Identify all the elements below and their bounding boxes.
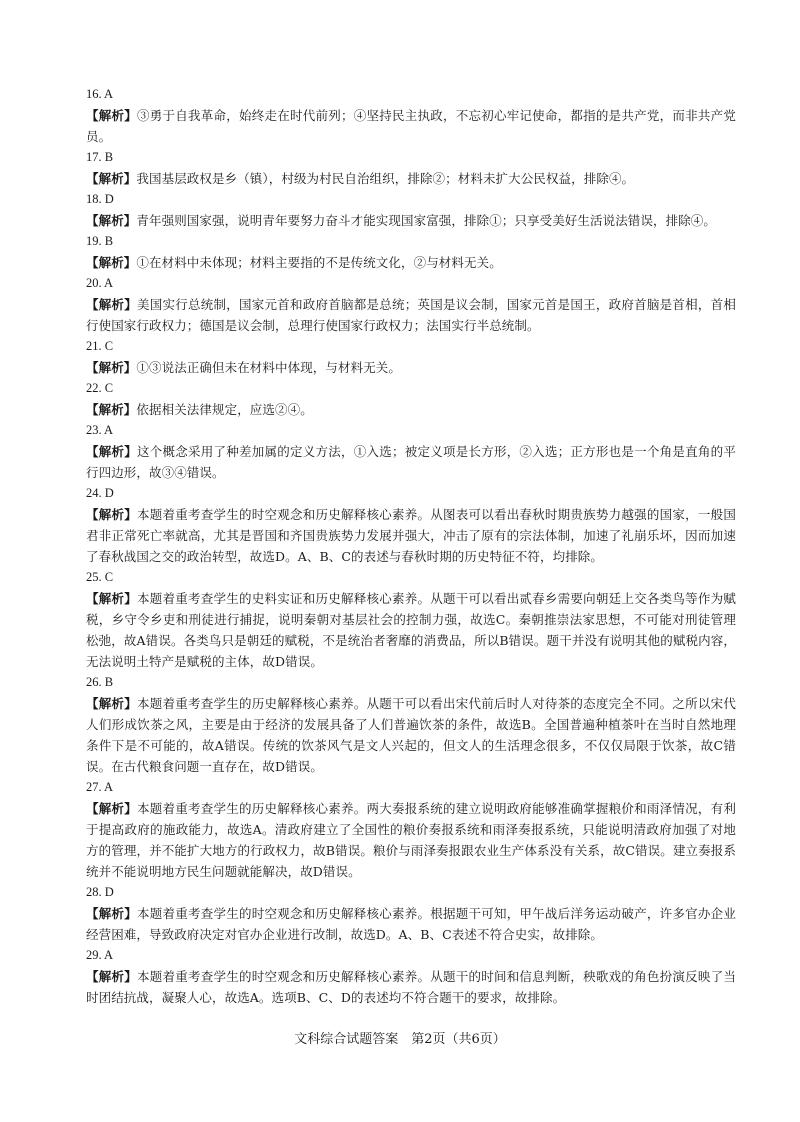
answer-number: 18. D bbox=[86, 192, 114, 206]
analysis-text: 依据相关法律规定，应选②④。 bbox=[136, 402, 313, 417]
answer-item bbox=[86, 567, 736, 672]
analysis-tag: 【解析】 bbox=[86, 297, 137, 312]
answer-analysis bbox=[86, 966, 736, 1008]
analysis-tag: 【解析】 bbox=[86, 402, 137, 417]
analysis-text: 我国基层政权是乡（镇），村级为村民自治组织，排除②；材料未扩大公民权益，排除④。 bbox=[136, 171, 635, 186]
analysis-tag: 【解析】 bbox=[86, 213, 137, 228]
analysis-tag: 【解析】 bbox=[86, 255, 137, 270]
answer-analysis bbox=[86, 504, 736, 567]
answer-number: 24. D bbox=[86, 486, 114, 500]
answer-number: 25. C bbox=[86, 570, 114, 584]
analysis-text: 本题着重考查学生的史料实证和历史解释核心素养。从题干可以看出贰春乡需要向朝廷上交各类鸟等作为赋税，乡守令乡吏和刑徒进行捕捉，说明秦朝对基层社会的控制力强，故选C。秦朝推崇法家思想，不可能对刑徒管理松弛，故A错误。各类鸟只是朝廷的赋税，不是统治者奢靡的消费品，所以B错误。题干并没有说明其他的赋税内容，无法说明土特产是赋税的主体，故D错误。 bbox=[86, 591, 737, 669]
answer-item bbox=[86, 777, 736, 882]
analysis-text: 本题着重考查学生的历史解释核心素养。两大奏报系统的建立说明政府能够准确掌握粮价和雨泽情况，有利于提高政府的施政能力，故选A。清政府建立了全国性的粮价奏报系统和雨泽奏报系统，只能说明清政府加强了对地方的管理，并不能扩大地方的行政权力，故B错误。粮价与雨泽奏报跟农业生产体系没有关系，故C错误。建立奏报系统并不能说明地方民生问题就能解决，故D错误。 bbox=[86, 801, 737, 879]
analysis-tag: 【解析】 bbox=[86, 906, 137, 921]
analysis-text: 本题着重考查学生的时空观念和历史解释核心素养。从题干的时间和信息判断，秧歌戏的角色扮演反映了当时团结抗战，凝聚人心，故选A。选项B、C、D的表述均不符合题干的要求，故排除。 bbox=[86, 969, 737, 1005]
answer-analysis bbox=[86, 357, 736, 378]
answer-analysis bbox=[86, 903, 736, 945]
answer-item bbox=[86, 273, 736, 336]
answer-number: 22. C bbox=[86, 381, 114, 395]
answer-analysis bbox=[86, 294, 736, 336]
answer-number: 21. C bbox=[86, 339, 114, 353]
answer-item bbox=[86, 483, 736, 567]
answer-analysis bbox=[86, 798, 736, 882]
analysis-tag: 【解析】 bbox=[86, 108, 137, 123]
answer-number: 29. A bbox=[86, 948, 114, 962]
answer-number: 17. B bbox=[86, 150, 114, 164]
analysis-text: 本题着重考查学生的时空观念和历史解释核心素养。从图表可以看出春秋时期贵族势力越强的国家，一般国君非正常死亡率就高，尤其是晋国和齐国贵族势力发展并强大，冲击了原有的宗法体制，加速了礼崩乐坏，因而加速了春秋战国之交的政治转型，故选D。A、B、C的表述与春秋时期的历史特征不符，均排除。 bbox=[86, 507, 737, 564]
answer-number: 20. A bbox=[86, 276, 114, 290]
analysis-tag: 【解析】 bbox=[86, 507, 137, 522]
analysis-text: ①③说法正确但未在材料中体现，与材料无关。 bbox=[136, 360, 402, 375]
answer-analysis bbox=[86, 252, 736, 273]
answer-item bbox=[86, 336, 736, 378]
analysis-tag: 【解析】 bbox=[86, 360, 137, 375]
answer-number: 26. B bbox=[86, 675, 114, 689]
answer-number: 23. A bbox=[86, 423, 114, 437]
answer-item bbox=[86, 231, 736, 273]
analysis-text: ③勇于自我革命，始终走在时代前列；④坚持民主执政，不忘初心牢记使命，都指的是共产党，而非共产党员。 bbox=[86, 108, 737, 144]
analysis-tag: 【解析】 bbox=[86, 171, 137, 186]
answer-analysis bbox=[86, 588, 736, 672]
analysis-text: 本题着重考查学生的历史解释核心素养。从题干可以看出宋代前后时人对待茶的态度完全不同。之所以宋代人们形成饮茶之风，主要是由于经济的发展具备了人们普遍饮茶的条件，故选B。全国普遍种植茶叶在当时自然地理条件下是不可能的，故A错误。传统的饮茶风气是文人兴起的，但文人的生活理念很多，不仅仅局限于饮茶，故C错误。在古代粮食问题一直存在，故D错误。 bbox=[86, 696, 737, 774]
analysis-tag: 【解析】 bbox=[86, 696, 137, 711]
page-footer: 文科综合试题答案 第2页（共6页） bbox=[294, 1032, 506, 1047]
answer-item bbox=[86, 189, 736, 231]
answer-item bbox=[86, 378, 736, 420]
answer-number: 27. A bbox=[86, 780, 114, 794]
answer-number: 19. B bbox=[86, 234, 114, 248]
analysis-tag: 【解析】 bbox=[86, 591, 137, 606]
analysis-tag: 【解析】 bbox=[86, 969, 137, 984]
answer-item bbox=[86, 147, 736, 189]
answer-analysis bbox=[86, 210, 736, 231]
answer-item bbox=[86, 672, 736, 777]
answer-list bbox=[86, 84, 736, 1008]
answer-item bbox=[86, 882, 736, 945]
answer-analysis bbox=[86, 168, 736, 189]
analysis-text: 这个概念采用了种差加属的定义方法，①入选；被定义项是长方形，②入选；正方形也是一个角是直角的平行四边形，故③④错误。 bbox=[86, 444, 737, 480]
analysis-text: ①在材料中未体现；材料主要指的不是传统文化，②与材料无关。 bbox=[136, 255, 502, 270]
analysis-text: 美国实行总统制，国家元首和政府首脑都是总统；英国是议会制，国家元首是国王，政府首脑是首相，首相行使国家行政权力；德国是议会制，总理行使国家行政权力；法国实行半总统制。 bbox=[86, 297, 737, 333]
answer-analysis bbox=[86, 105, 736, 147]
answer-number: 28. D bbox=[86, 885, 114, 899]
answer-analysis bbox=[86, 693, 736, 777]
answer-number: 16. A bbox=[86, 87, 114, 101]
answer-analysis bbox=[86, 441, 736, 483]
answer-item bbox=[86, 945, 736, 1008]
answer-item bbox=[86, 420, 736, 483]
analysis-tag: 【解析】 bbox=[86, 801, 137, 816]
analysis-text: 青年强则国家强，说明青年要努力奋斗才能实现国家富强，排除①；只享受美好生活说法错误，排除④。 bbox=[136, 213, 717, 228]
analysis-text: 本题着重考查学生的时空观念和历史解释核心素养。根据题干可知，甲午战后洋务运动破产，许多官办企业经营困难，导致政府决定对官办企业进行改制，故选D。A、B、C表述不符合史实，故排除。 bbox=[86, 906, 737, 942]
answer-analysis bbox=[86, 399, 736, 420]
answer-item bbox=[86, 84, 736, 147]
analysis-tag: 【解析】 bbox=[86, 444, 137, 459]
